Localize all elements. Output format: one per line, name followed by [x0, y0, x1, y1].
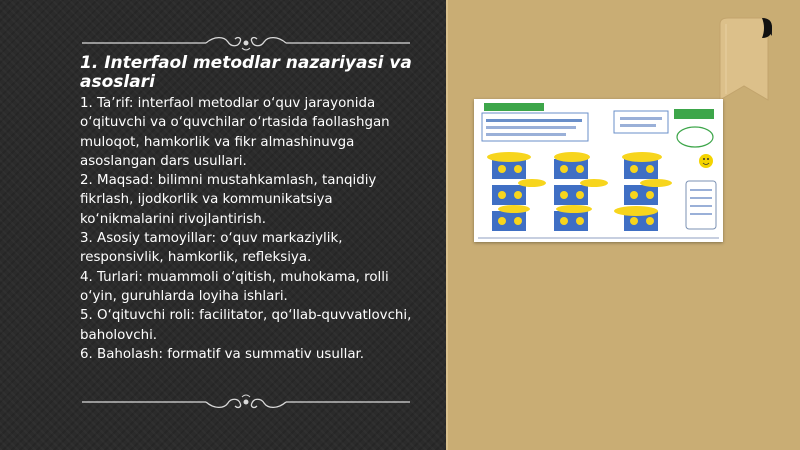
point-types: 4. Turlari: muammoli o‘qitish, muhokama, rolli o‘yin, guruhlarda loyiha ishlari. — [80, 269, 389, 304]
bookmark-ribbon-icon — [716, 14, 772, 104]
slide-body — [80, 94, 426, 364]
diagram-image — [474, 99, 723, 242]
point-goal: 2. Maqsad: bilimni mustahkamlash, tanqidiy fikrlash, ijodkorlik va kommunikatsiya ko‘nikmalarini rivojlantirish. — [80, 173, 377, 227]
scroll-ornament-icon — [82, 34, 410, 52]
point-principles: 3. Asosiy tamoyillar: o‘quv markaziylik, responsivlik, hamkorlik, refleksiya. — [80, 231, 343, 266]
point-assessment: 6. Baholash: formatif va summativ usullar. — [80, 346, 365, 362]
slide-title: 1. Interfaol metodlar nazariyasi va asoslari — [80, 53, 412, 92]
point-teacher-role: 5. O‘qituvchi roli: facilitator, qo‘llab-quvvatlovchi, baholovchi. — [80, 308, 412, 343]
scroll-ornament-icon — [82, 393, 410, 411]
point-definition: 1. Ta’rif: interfaol metodlar o‘quv jarayonida o‘qituvchi va o‘quvchilar o‘rtasida faollashgan muloqot, hamkorlik va fikr almashinuvga asoslangan dars usullari. — [80, 96, 390, 169]
